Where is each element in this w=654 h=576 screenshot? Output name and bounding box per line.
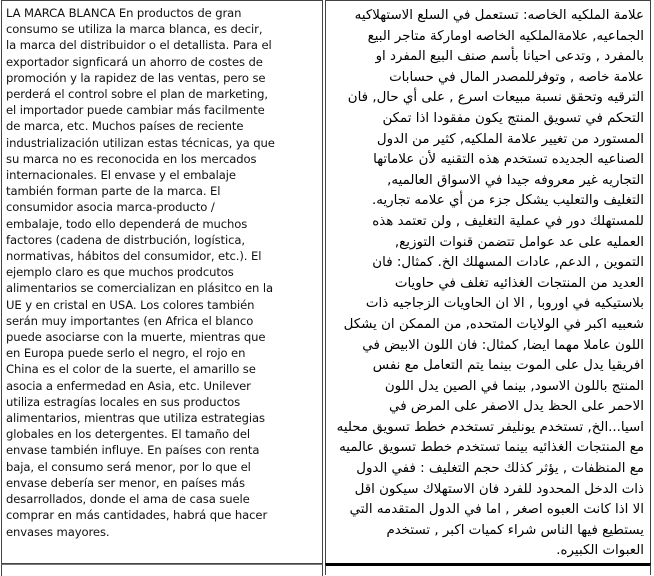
text-line: desarrollados, donde el ama de casa suele <box>6 492 250 507</box>
text-line: الصناعيه الجديده تستخدم هذه التقنيه لأن علاماتها <box>373 152 644 168</box>
text-line: مع المنتجات الغذائيه بينما تستخدم خطط تسويق عالميه <box>339 440 644 456</box>
text-line: de marca, etc. Muchos países de reciente <box>6 119 244 134</box>
arabic-text-cell <box>325 0 651 564</box>
text-line: LA MARCA BLANCA En productos de gran <box>6 6 242 20</box>
text-line: envases mayores. <box>6 524 110 539</box>
text-line: التموين , الدعم, عادات المسهلك الخ. كمثال: فان <box>372 255 644 271</box>
text-line: المنتج باللون الاسود, بينما في الصين يدل اللون <box>384 378 644 394</box>
text-line: perderá el control sobre el plan de marketing, <box>6 87 268 102</box>
text-line: también forman parte de la marca. El <box>6 184 221 199</box>
next-row-left-cell <box>1 564 323 576</box>
text-line: baja, el consumo será menor, por lo que el <box>6 459 251 474</box>
text-line: شعبيه اكبر في الولايات المتحده, من الممكن ان يشكل <box>343 316 644 332</box>
text-line: يستطيع فيها الناس شراء كميات اكبر , تستخدم <box>386 522 644 538</box>
text-line: la marca del distribuidor o el detallista. Para el <box>6 38 272 53</box>
text-line: exportador signficará un ahorro de costes de <box>6 54 263 69</box>
text-line: alimentarios, mientras que utiliza estrategias <box>6 411 265 426</box>
text-line: الترقيه وتحقق نسبة مبيعات اسرع , على أي حال, فان <box>347 90 644 106</box>
text-line: افريقيا يدل على الموت بينما يتم التعامل مع نفس <box>372 358 644 374</box>
text-line: العمليه على عد عوامل تتضمن قنوات التوزيع, <box>394 234 644 250</box>
text-line: ejemplo claro es que muchos prodcutos <box>6 265 234 280</box>
text-line: puede asociarse con la muerte, mientras que <box>6 330 266 345</box>
text-line: الاحمر على الحظ يدل الاصفر على المرض في <box>389 399 644 415</box>
text-line: التحكم في تسويق المنتج يكون مفقودا اذا تمكن <box>382 110 644 126</box>
text-line: envase debería ser menor, en países más <box>6 475 245 490</box>
text-line: الا اذا كانت العبوه اصغر , اما في الدول المتقدمه التي <box>349 502 644 518</box>
text-line: بالمفرد , وتدعى احيانا بأسم صنف البيع المفرد او <box>375 49 644 65</box>
spanish-paragraph <box>6 5 275 540</box>
next-row-right-cell <box>325 563 651 575</box>
text-line: التغليف والتعليب يشكل جزء من أي علامه تجاريه. <box>372 193 644 209</box>
text-line: علامة الملكيه الخاصه: تستعمل في السلع الاستهلاكيه <box>354 8 644 23</box>
text-line: consumidor asocia marca-producto / <box>6 200 215 215</box>
text-line: China es el color de la suerte, el amarillo se <box>6 362 256 377</box>
text-line: factores (cadena de distrbución, logística, <box>6 232 245 247</box>
text-line: UE y en cristal en USA. Los colores también <box>6 297 255 312</box>
text-line: alimentarios se comercializan en plásitco en la <box>6 281 274 296</box>
text-line: المستورد من تغيير علامة الملكيه, كثير من الدول <box>376 131 644 147</box>
text-line: consumo se utiliza la marca blanca, es decir, <box>6 22 263 37</box>
text-line: اللون عاملا مهما ايضا, كمثال: فان اللون الابيض في <box>362 337 644 353</box>
arabic-paragraph <box>328 6 644 562</box>
text-line: comprar en más cantidades, habrá que hacer <box>6 508 268 523</box>
text-line: مع المنظفات , يؤثر كذلك حجم التغليف : ففي الدول <box>356 461 644 477</box>
text-line: embalaje, todo ello dependerá de muchos <box>6 216 248 231</box>
text-line: utiliza estragías locales en sus productos <box>6 394 241 409</box>
text-line: للمستهلك دور في عملية التغليف , ولن تعتمد هذه <box>372 213 644 229</box>
text-line: بلاستيكيه في اوروبا , الا ان الحاويات الزجاجيه ذات <box>365 296 644 312</box>
text-line: envase también influye. En países con renta <box>6 443 260 458</box>
text-line: promoción y la rapidez de las ventas, pero se <box>6 70 266 85</box>
text-line: globales en los detergentes. El tamaño del <box>6 427 251 442</box>
text-line: العبوات الكبيره. <box>556 543 644 559</box>
text-line: العديد من المنتجات الغذائيه تغلف في حاويات <box>394 275 644 291</box>
text-line: علامة خاصه , وتوفرللمصدر المال في حسابات <box>389 69 644 85</box>
text-line: الجماعيه, علامةالملكيه الخاصه اوماركة متاجر البيع <box>367 28 644 44</box>
text-line: internacionales. El envase y el embalaje <box>6 168 236 183</box>
text-line: serán muy importantes (en Africa el blanco <box>6 313 254 328</box>
text-line: el importador puede cambiar más facilmente <box>6 103 265 118</box>
text-line: asocia a enfermedad en Asia, etc. Unilever <box>6 378 251 393</box>
text-line: اسيا...الخ, تستخدم يونليفر تستخدم خطط تسويق محليه <box>336 419 644 435</box>
text-line: ذات الدخل المحدود للفرد فان الاستهلاك سيكون اقل <box>354 481 644 497</box>
spanish-text-cell <box>1 0 323 564</box>
text-line: industrialización utilizan estas técnicas, ya que <box>6 135 275 150</box>
text-line: التجاريه غير معروفه جيدا في الاسواق العالميه, <box>387 172 644 188</box>
text-line: en Europa puede serlo el negro, el rojo en <box>6 346 246 361</box>
text-line: normativas, hábitos del consumidor, etc.). El <box>6 249 262 264</box>
text-line: su marca no es reconocida en los mercados <box>6 151 257 166</box>
